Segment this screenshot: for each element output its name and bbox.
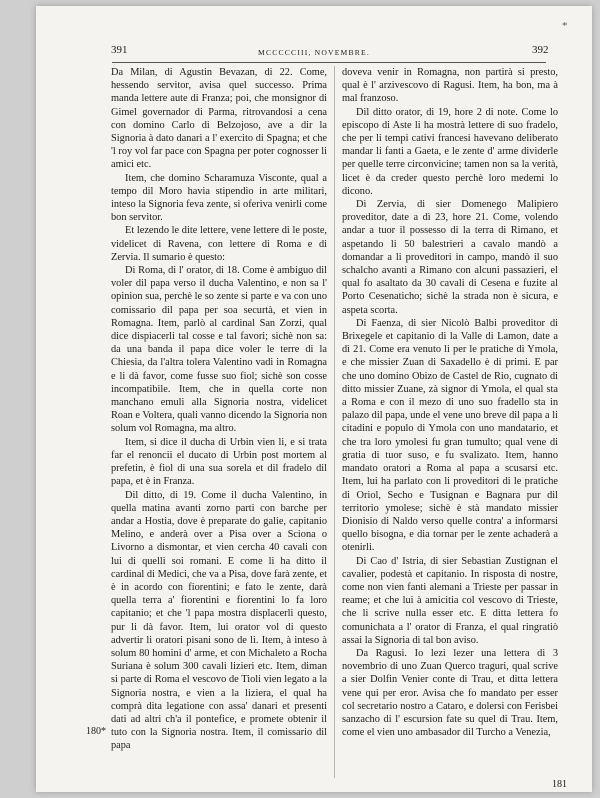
paragraph: doveva venir in Romagna, non partirà si presto, qual è l' arzivescovo di Ragusi. Item, ha bon, ma à mal franzoso. xyxy=(342,67,558,105)
paragraph: Di Roma, di l' orator, di 18. Come è ambiguo dil voler dil papa verso il ducha Valentino, e non sa l' opinion sua, perchè le so zente si parte e va con uno comissario dil papa per soa securtà, et vien in Romagna. Item, parlò al cardinal San Zorzi, qual dice dispiacerli tal cosse e tal favori; sichè non sa: da una banda il papa dice voler le terre di la Chiesia, da l'altra tolera Valentino vadi in Romagna e li dà favor, come fusse suo fiol; sichè son cosse incompatibile. Item, che in quella corte non manchano emuli alla Signoria nostra, videlicet Roan e Voltera, quali vanno dicendo la Signoria non solum vol Romagna, ma altro. xyxy=(111,265,327,435)
column-divider xyxy=(334,66,335,778)
paragraph: Di Faenza, di sier Nicolò Balbi proveditor di Brixegele et capitanio di la Valle di Lamon, date a dì 21. Come era venuto li per le pratiche di Ymola, e che missier Zuan di Saxadello è di primi. E par che uno domino Obizo de Castel de Rio, cugnato di ditto missier Zuane, zà signor di Ymola, el qual sta a Roma e con il mezo di uno suo fradello sta in palazo dil papa, unde el vene uno breve dil papa a li citadini e populo di Ymola con uno mandatario, et che tra loro ymolesi fu gran tumulto; qual vene di gratia di tuor suso, e fu svalizato. Item, hanno mandato oratori a Roma al papa a scusarsi etc. Item, lui ha parlato con li proveditori di le pratiche di Oriol, Secho e Tusignan e Bagnara pur dil territorio ymolese; sichè è stà mandato missier Dionisio di Naldo verso quelle contra' a informarsi quello bisogna, e dia tornar per le zente achaderà a otenirli. xyxy=(342,317,558,554)
paragraph: Da Milan, di Agustin Bevazan, di 22. Come, hessendo servitor, avisa quel successo. Prima manda lettere aute di Franza; poi, che monsignor di Gimel governador di Parma, ritrovandosi a cena con domino Carlo di Belzojoso, ave a dir la Signoria à dato danari a l' exercito di Spagna; et che 'l roy vol far pace con Spagna per poter cognosser li amici etc. xyxy=(111,67,327,171)
paragraph: Da Ragusi. Io lezi lezer una lettera di 3 novembrio di uno Zuan Querco traguri, qual scrive a sier Dolfin Venier conte di Trau, et ditta lettera vene qui per eror. Avisa che fo mandato per esser col secretario nostro a Cataro, e dolersi con Ferisbei sanzacho di l' escursion fate su quel di Trau. Item, come el vien uno ambasador dil Turcho a Venezia, xyxy=(342,647,558,739)
corner-mark: * xyxy=(562,20,568,32)
paragraph: Item, che domino Scharamuza Visconte, qual a tempo dil Moro havia stipendio in arte militari, inteso la Signoria feva zente, si oferiva venirli come bon servitor. xyxy=(111,172,327,224)
margin-mark-left: 180* xyxy=(86,726,106,737)
paragraph: Di Zervia, di sier Domenego Malipiero proveditor, date a dì 23, hore 21. Come, volendo andar a tuor il possesso di la terra di Rimano, et aspetando li 50 balestrieri a cavalo mandò a domandar a li proveditori in campo, mandò il suo schalcho avanti a Rimano con alcuni passazieri, el qual fo asaltato da 30 cavali di Cesena e fuzite al Porto Cesenaticho; sichè la strada non è sicura, e aspeta scorta. xyxy=(342,199,558,316)
right-column xyxy=(342,66,558,739)
paragraph: Et lezendo le dite lettere, vene lettere di le poste, videlicet di Ravena, con lettere di Roma e di Zervia. Il sumario è questo: xyxy=(111,225,327,263)
paragraph: Dil ditto, di 19. Come il ducha Valentino, in quella matina avanti zorno parti con barche per andar a Hostia, dove è preparate do galie, capitanio Melino, e anderà over a Pisa over a Sciona o Livorno a dismontar, et vien cercha 40 cavali con lui di quelli soi romani. E come li ha ditto il cardinal di Medici, che va a Pisa, dove farà zente, et è in acordo con fiorentini; e fato le zente, darà quella terra a' fiorentini e fiorentini lo fa loro capitanio; et che 'l papa mostra displacerli questo, pur li dà favor. Item, lui orator vol di questo advertir li oratori pisani sono de li. Item, à inteso à solum 80 homini d' arme, et con Michaleto a Rocha Suriana è solum 300 cavali lizieri etc. Item, diman si parte di Roma el vescovo de Tioli vien legato a la Signoria nostra, e vien a la liziera, el qual ha comprà dita legatione con assa' danari et presenti dati ad altri ch'a il pontefice, e promete obtenir il tuto con la Signoria nostra. Item, il comissario dil papa xyxy=(111,489,327,752)
paragraph: Item, si dice il ducha di Urbin vien li, e si trata far el renoncii el ducato di Urbin post mortem al prefetin, è fiol di una sua sorela et dil fradelo dil papa, et è in Franza. xyxy=(111,436,327,488)
paragraph: Dil ditto orator, di 19, hore 2 di note. Come lo episcopo di Aste li ha mostrà lettere di suo fradelo, che per li tempi cativi francesi havevano deliberato mandar li fanti a Gaeta, e le zente d' arme dividerle per quelle terre circonvicine; tamen non sa la verità, licet è da creder questo perchè loro medemi lo dicono. xyxy=(342,106,558,197)
margin-mark-right: 181 xyxy=(552,779,567,790)
paragraph: Di Cao d' Istria, di sier Sebastian Zustignan el cavalier, podestà et capitanio. In risposta di nostre, come non vien fanti alemani a Trieste per passar in reame; et che lui à amicitia col vescovo di Trieste, che li scrive nulla esser etc. E ditta lettera fo comunichata a l' orator di Franza, el qual ringratiò assai la Signoria di tal bon aviso. xyxy=(342,555,558,646)
book-page xyxy=(36,6,592,792)
header-rule xyxy=(112,62,546,63)
running-head: MCCCCCIII, NOVEMBRE. xyxy=(258,48,370,57)
left-column xyxy=(111,66,327,753)
page-number-left: 391 xyxy=(111,44,128,56)
page-number-right: 392 xyxy=(532,44,549,56)
